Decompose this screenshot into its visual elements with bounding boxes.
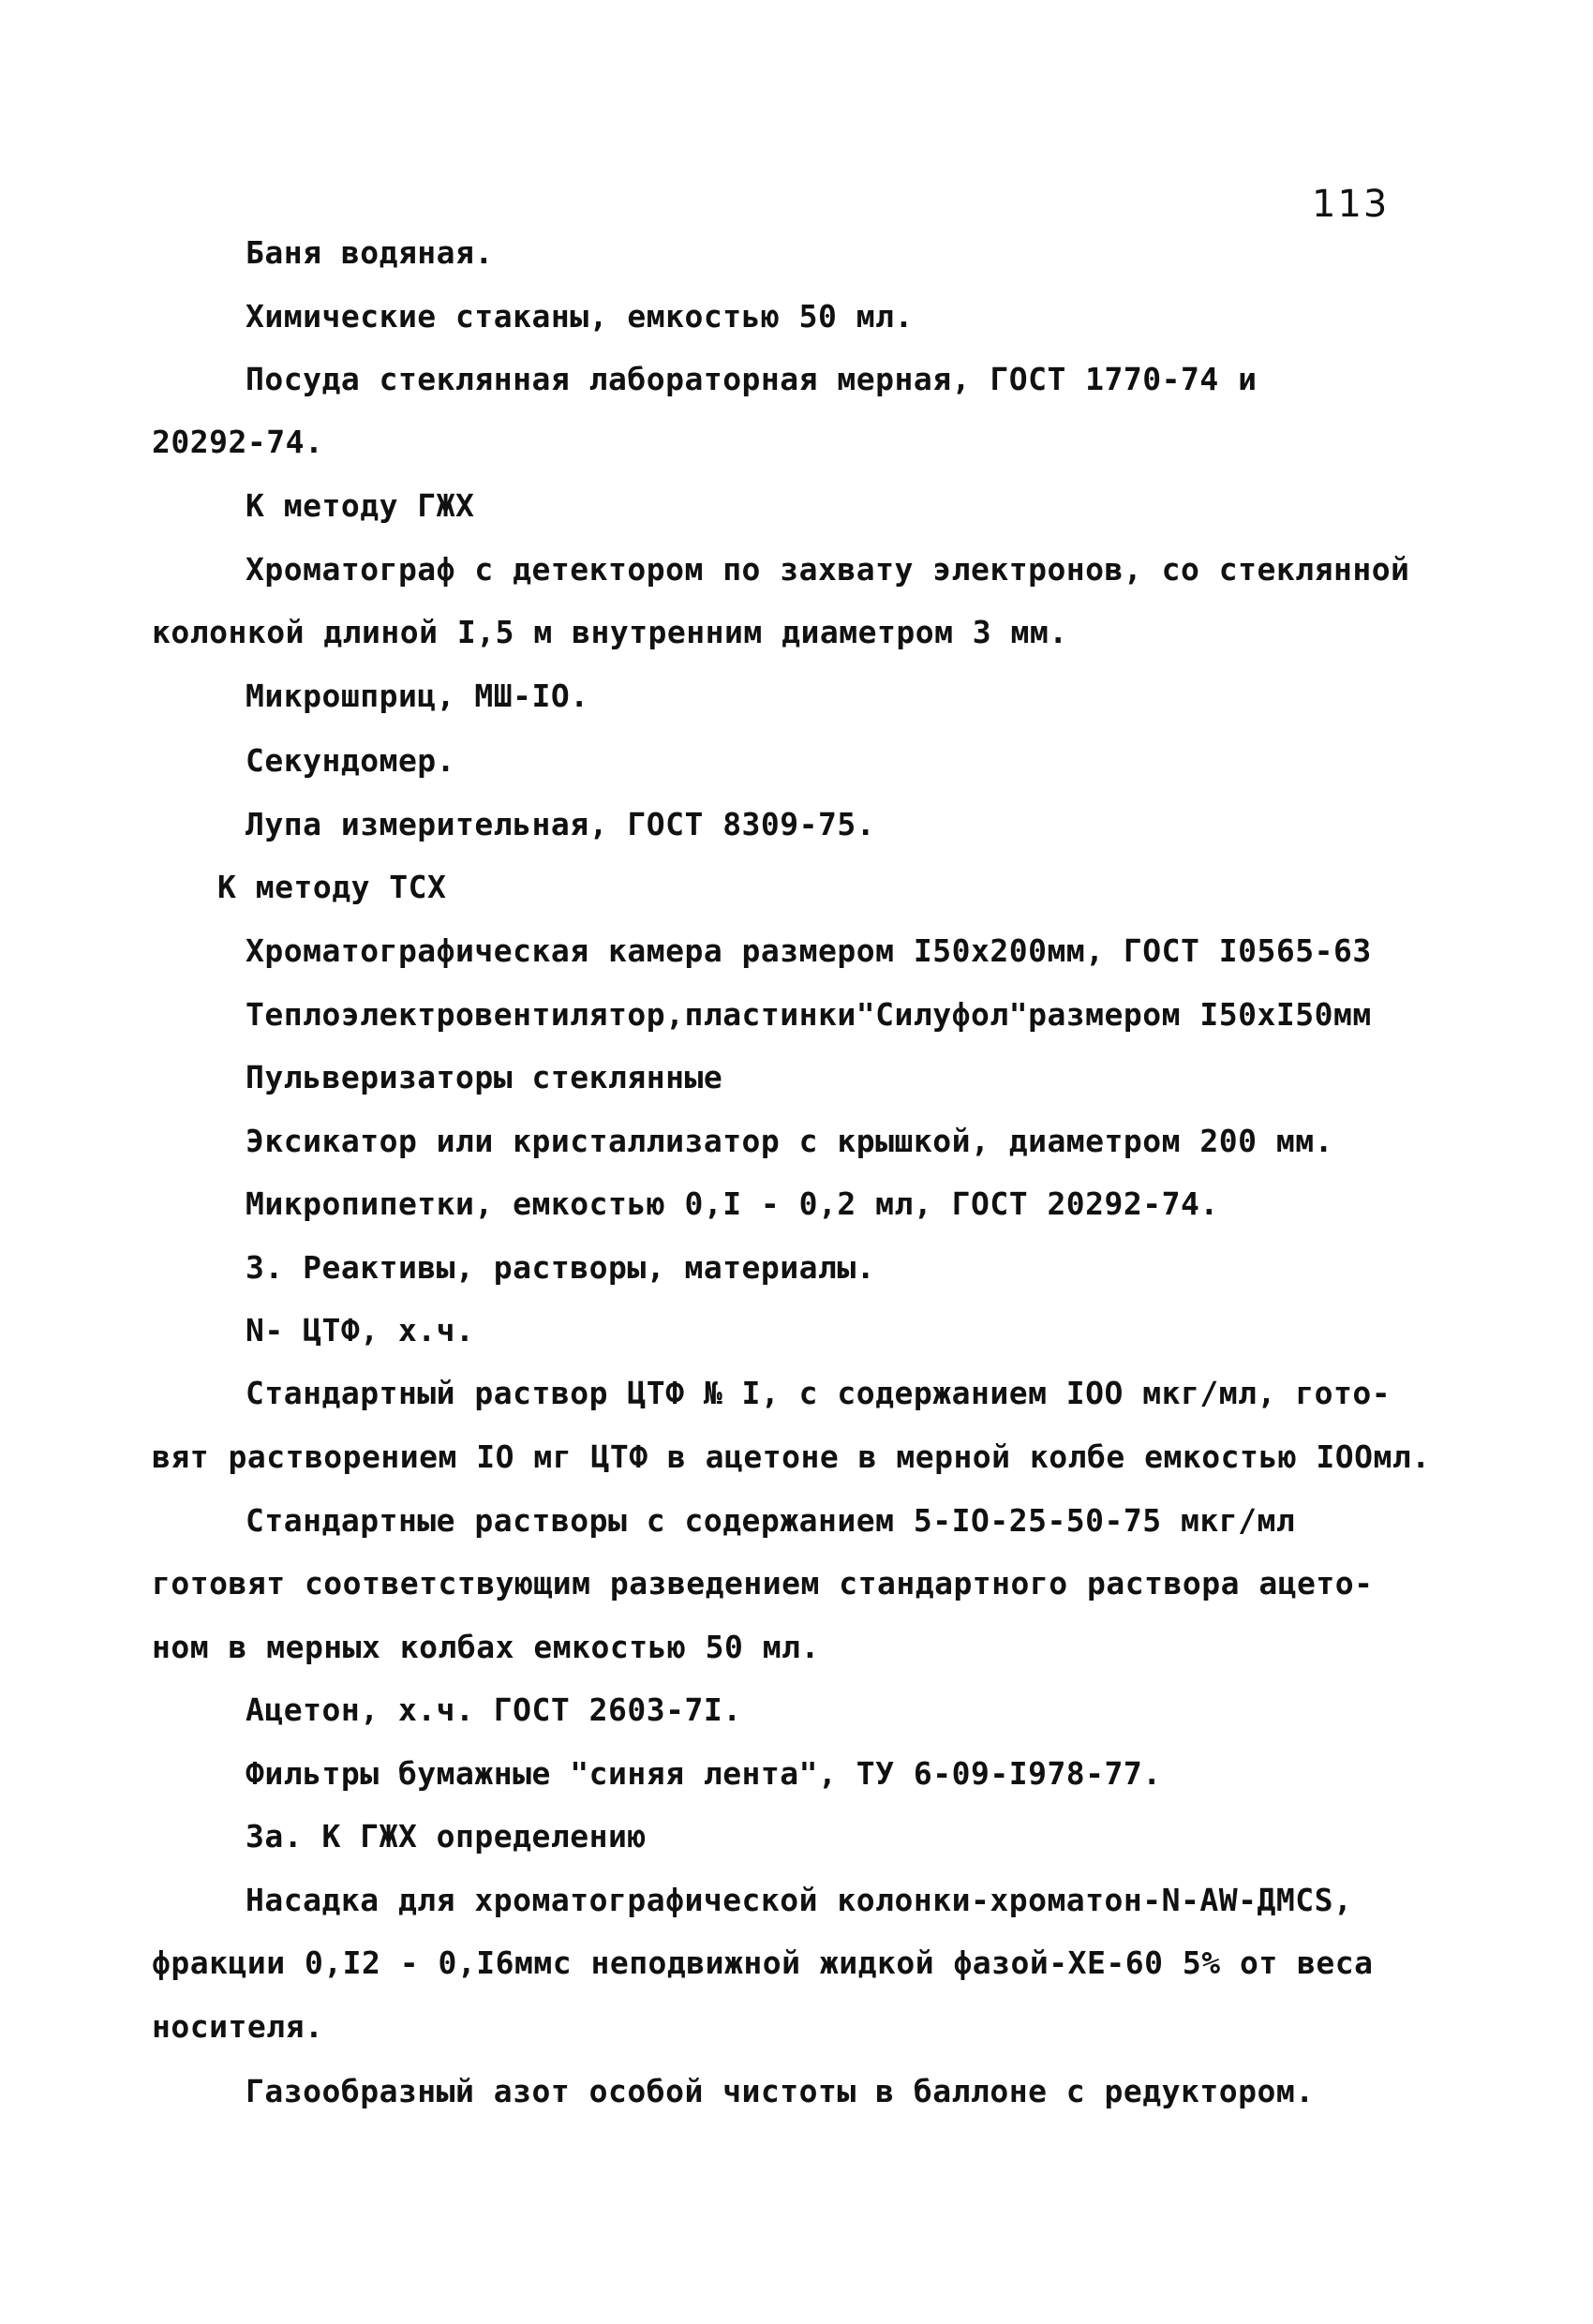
- section-heading: К методу ГЖХ: [246, 487, 475, 524]
- text-line: Лупа измерительная, ГОСТ 8309-75.: [246, 806, 876, 842]
- text-line: Микрошприц, МШ-IO.: [246, 678, 589, 714]
- text-line: Хроматографическая камера размером I50x200мм, ГОСТ I0565-63: [246, 932, 1372, 969]
- text-line: готовят соответствующим разведением стандартного раствора ацето-: [152, 1565, 1374, 1601]
- text-line: Газообразный азот особой чистоты в баллоне с редуктором.: [246, 2073, 1315, 2109]
- text-line: Химические стаканы, емкостью 50 мл.: [246, 298, 914, 335]
- text-line: 20292-74.: [152, 424, 324, 460]
- text-line: N- ЦТФ, х.ч.: [246, 1312, 475, 1348]
- text-line: Стандартные растворы с содержанием 5-IO-25-50-75 мкг/мл: [246, 1502, 1296, 1539]
- text-line: Теплоэлектровентилятор,пластинки"Силуфол"размером I50xI50мм: [246, 996, 1372, 1033]
- text-line: вят растворением IO мг ЦТФ в ацетоне в мерной колбе емкостью IOOмл.: [152, 1438, 1431, 1475]
- section-heading: К методу ТСХ: [217, 869, 447, 905]
- text-line: Стандартный раствор ЦТФ № I, с содержанием IOO мкг/мл, гото-: [246, 1375, 1392, 1411]
- text-line: Микропипетки, емкостью 0,I - 0,2 мл, ГОСТ 20292-74.: [246, 1185, 1219, 1222]
- text-line: Хроматограф с детектором по захвату электронов, со стеклянной: [246, 551, 1410, 588]
- text-line: Насадка для хроматографической колонки-хроматон-N-AW-ДМCS,: [246, 1882, 1353, 1918]
- page-number: 113: [1312, 183, 1390, 226]
- section-heading: 3а. К ГЖХ определению: [246, 1818, 647, 1855]
- text-line: ном в мерных колбах емкостью 50 мл.: [152, 1629, 820, 1665]
- text-line: Эксикатор или кристаллизатор с крышкой, диаметром 200 мм.: [246, 1123, 1333, 1159]
- text-line: Пульверизаторы стеклянные: [246, 1059, 723, 1095]
- text-line: Секундомер.: [246, 742, 456, 779]
- text-line: носителя.: [152, 2008, 324, 2045]
- text-line: Баня водяная.: [246, 234, 494, 271]
- text-line: Посуда стеклянная лабораторная мерная, ГОСТ 1770-74 и: [246, 361, 1258, 397]
- text-line: Ацетон, х.ч. ГОСТ 2603-7I.: [246, 1691, 742, 1728]
- section-heading: 3. Реактивы, растворы, материалы.: [246, 1249, 876, 1286]
- text-line: Фильтры бумажные "синяя лента", ТУ 6-09-I978-77.: [246, 1755, 1162, 1792]
- text-line: колонкой длиной I,5 м внутренним диаметром 3 мм.: [152, 614, 1068, 650]
- text-line: фракции 0,I2 - 0,I6ммс неподвижной жидкой фазой-XE-60 5% от веса: [152, 1944, 1374, 1981]
